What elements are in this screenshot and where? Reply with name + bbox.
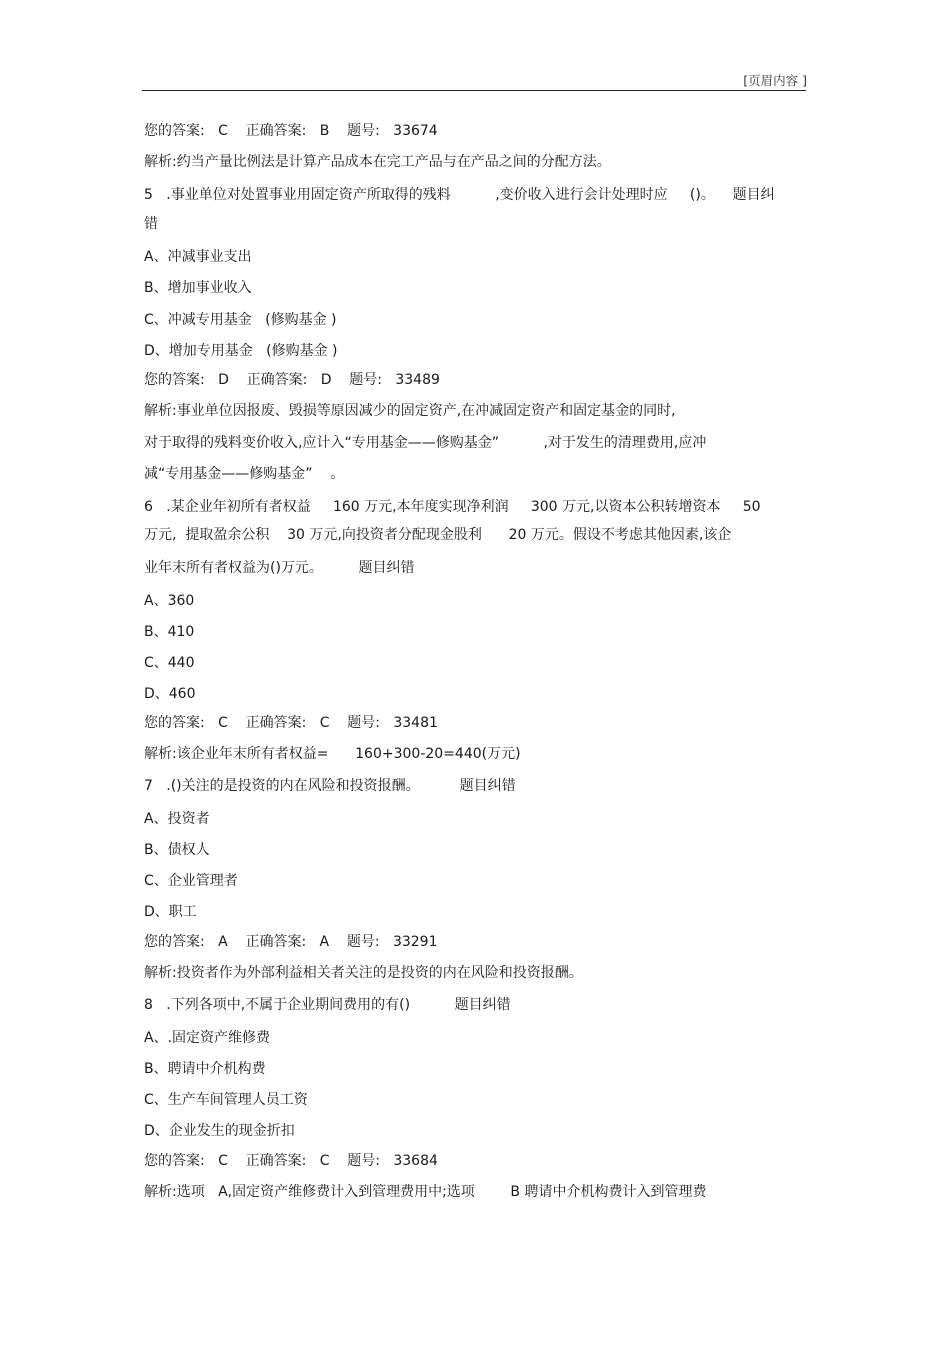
question-8-stem: 8 .下列各项中,不属于企业期间费用的有() 题目纠错	[144, 997, 511, 1013]
page-header-label: [页眉内容 ]	[743, 73, 807, 88]
option-b-q5: B、增加事业收入	[144, 280, 252, 296]
explanation-line-q6: 解析:该企业年末所有者权益= 160+300-20=440(万元)	[144, 746, 521, 762]
question-6-stem-cont: 业年末所有者权益为()万元。 题目纠错	[144, 560, 415, 576]
question-7-stem: 7 .()关注的是投资的内在风险和投资报酬。 题目纠错	[144, 778, 516, 794]
question-6-stem-cont: 万元, 提取盈余公积 30 万元,向投资者分配现金股利 20 万元。假设不考虑其他因素,该企	[144, 527, 732, 543]
option-c-q7: C、企业管理者	[144, 873, 238, 889]
option-d-q8: D、企业发生的现金折扣	[144, 1123, 295, 1139]
question-5-stem-cont: 错	[144, 216, 158, 232]
option-d-q5: D、增加专用基金 (修购基金 )	[144, 343, 338, 359]
question-6-stem: 6 .某企业年初所有者权益 160 万元,本年度实现净利润 300 万元,以资本公积转增资本 50	[144, 499, 761, 515]
explanation-line-q5: 解析:事业单位因报废、毁损等原因减少的固定资产,在冲减固定资产和固定基金的同时,	[144, 403, 676, 419]
option-a-q8: A、.固定资产维修费	[144, 1030, 271, 1046]
explanation-line-q4: 解析:约当产量比例法是计算产品成本在完工产品与在产品之间的分配方法。	[144, 154, 611, 170]
option-a-q6: A、360	[144, 593, 195, 609]
option-c-q6: C、440	[144, 655, 195, 671]
option-c-q5: C、冲减专用基金 (修购基金 )	[144, 312, 337, 328]
option-d-q6: D、460	[144, 686, 196, 702]
question-5-stem: 5 .事业单位对处置事业用固定资产所取得的残料 ,变价收入进行会计处理时应 ()。 题目纠	[144, 187, 775, 203]
explanation-line-q5-cont: 对于取得的残料变价收入,应计入“专用基金——修购基金” ,对于发生的清理费用,应冲	[144, 435, 707, 451]
explanation-line-q8: 解析:选项 A,固定资产维修费计入到管理费用中;选项 B 聘请中介机构费计入到管理费	[144, 1184, 707, 1200]
option-b-q7: B、债权人	[144, 842, 210, 858]
header-rule	[142, 90, 806, 91]
answer-line-q7: 您的答案: A 正确答案: A 题号: 33291	[144, 934, 438, 950]
explanation-line-q7: 解析:投资者作为外部利益相关者关注的是投资的内在风险和投资报酬。	[144, 965, 583, 981]
option-d-q7: D、职工	[144, 904, 197, 920]
answer-line-q5: 您的答案: D 正确答案: D 题号: 33489	[144, 372, 440, 388]
answer-line-q8: 您的答案: C 正确答案: C 题号: 33684	[144, 1153, 438, 1169]
option-a-q7: A、投资者	[144, 811, 210, 827]
option-c-q8: C、生产车间管理人员工资	[144, 1092, 308, 1108]
option-b-q6: B、410	[144, 624, 195, 640]
answer-line-q6: 您的答案: C 正确答案: C 题号: 33481	[144, 715, 438, 731]
option-b-q8: B、聘请中介机构费	[144, 1061, 266, 1077]
explanation-line-q5-cont: 减“专用基金——修购基金” 。	[144, 466, 345, 482]
option-a-q5: A、冲减事业支出	[144, 249, 252, 265]
answer-line-q4: 您的答案: C 正确答案: B 题号: 33674	[144, 123, 438, 139]
